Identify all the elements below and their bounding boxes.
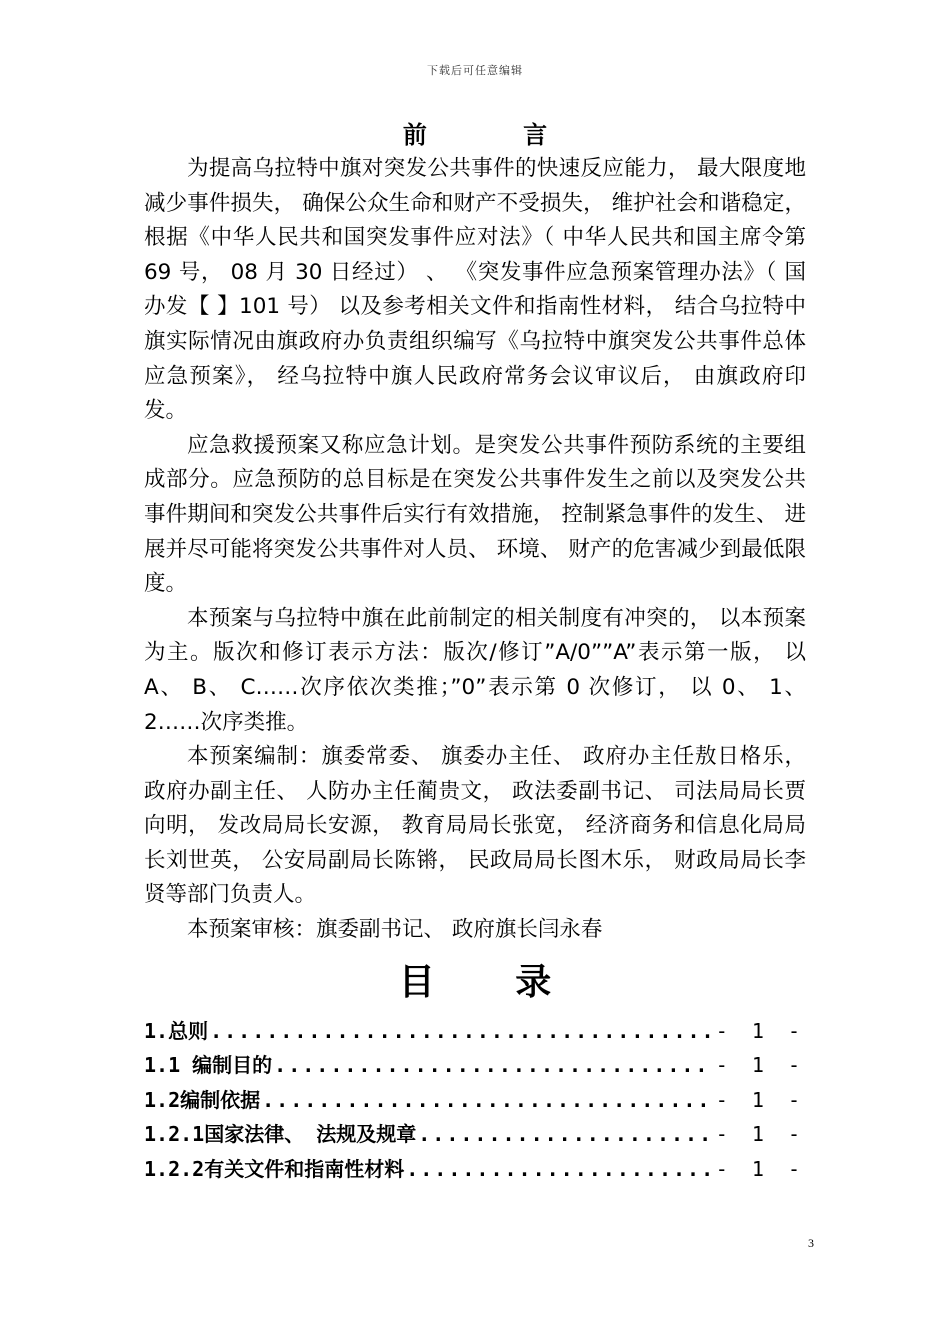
toc-entry-page: - 1 - [715,1018,806,1043]
toc-entry-text: 1.2.1国家法律、 法规及规章 [144,1122,417,1147]
toc-entry-page: - 1 - [715,1087,806,1112]
toc-entry-text: 1.1 编制目的 [144,1053,273,1078]
page-number: 3 [808,1236,814,1250]
toc-entry[interactable] [144,1152,806,1187]
preface-paragraph: 本预案与乌拉特中旗在此前制定的相关制度有冲突的， 以本预案为主。版次和修订表示方法：版次/修订”A/0””A”表示第一版， 以 A、 B、 C……次序依次类推；”0”表示第 0 次修订， 以 0、 1、 2……次序类推。 [144,605,806,735]
preface-paragraph: 本预案编制：旗委常委、 旗委办主任、 政府办主任敖日格乐， 政府办副主任、 人防办主任蔺贵文， 政法委副书记、 司法局局长贾向明， 发改局局长安源， 教育局局长张宽， 经济商务和信息化局局长刘世英， 公安局副局长陈锵， 民政局局长图木乐， 财政局局长李贤等部门负责人。 [144,744,806,908]
toc-dot-leader [406,1152,710,1187]
toc-dot-leader [418,1117,710,1152]
toc-dot-leader [262,1083,710,1118]
preface-paragraph: 本预案审核：旗委副书记、 政府旗长闫永春 [187,917,603,943]
toc-entry-page: - 1 - [715,1122,806,1147]
document-body [144,118,806,1186]
toc-entry[interactable] [144,1117,806,1152]
toc-entry[interactable] [144,1014,806,1049]
toc-entry[interactable] [144,1083,806,1118]
header-note: 下载后可任意编辑 [427,64,523,77]
toc-entry-text: 1.2.2有关文件和指南性材料 [144,1156,405,1181]
table-of-contents [144,1014,806,1187]
toc-title: 目 录 [398,961,586,1003]
toc-entry-page: - 1 - [715,1053,806,1078]
toc-entry-page: - 1 - [715,1156,806,1181]
toc-entry-text: 1.总则 [144,1018,209,1043]
toc-dot-leader [274,1048,710,1083]
toc-dot-leader [210,1014,710,1049]
preface-paragraph: 为提高乌拉特中旗对突发公共事件的快速反应能力， 最大限度地减少事件损失， 确保公众生命和财产不受损失， 维护社会和谐稳定， 根据《中华人民共和国突发事件应对法》（ 中华人民共和国主席令第 69 号， 08 月 30 日经过） 、 《突发事件应急预案管理办法》（ 国办发【 】101 号） 以及参考相关文件和指南性材料， 结合乌拉特中旗实际情况由旗政府办负责组织编写《乌拉特中旗突发公共事件总体应急预案》， 经乌拉特中旗人民政府常务会议审议后， 由旗政府印发。 [144,156,806,424]
toc-entry-text: 1.2编制依据 [144,1087,261,1112]
toc-entry[interactable] [144,1048,806,1083]
preface-paragraph: 应急救援预案又称应急计划。是突发公共事件预防系统的主要组成部分。应急预防的总目标是在突发公共事件发生之前以及突发公共事件期间和突发公共事件后实行有效措施， 控制紧急事件的发生、 进展并尽可能将突发公共事件对人员、 环境、 财产的危害减少到最低限度。 [144,432,806,597]
preface-title: 前 言 [402,121,592,149]
